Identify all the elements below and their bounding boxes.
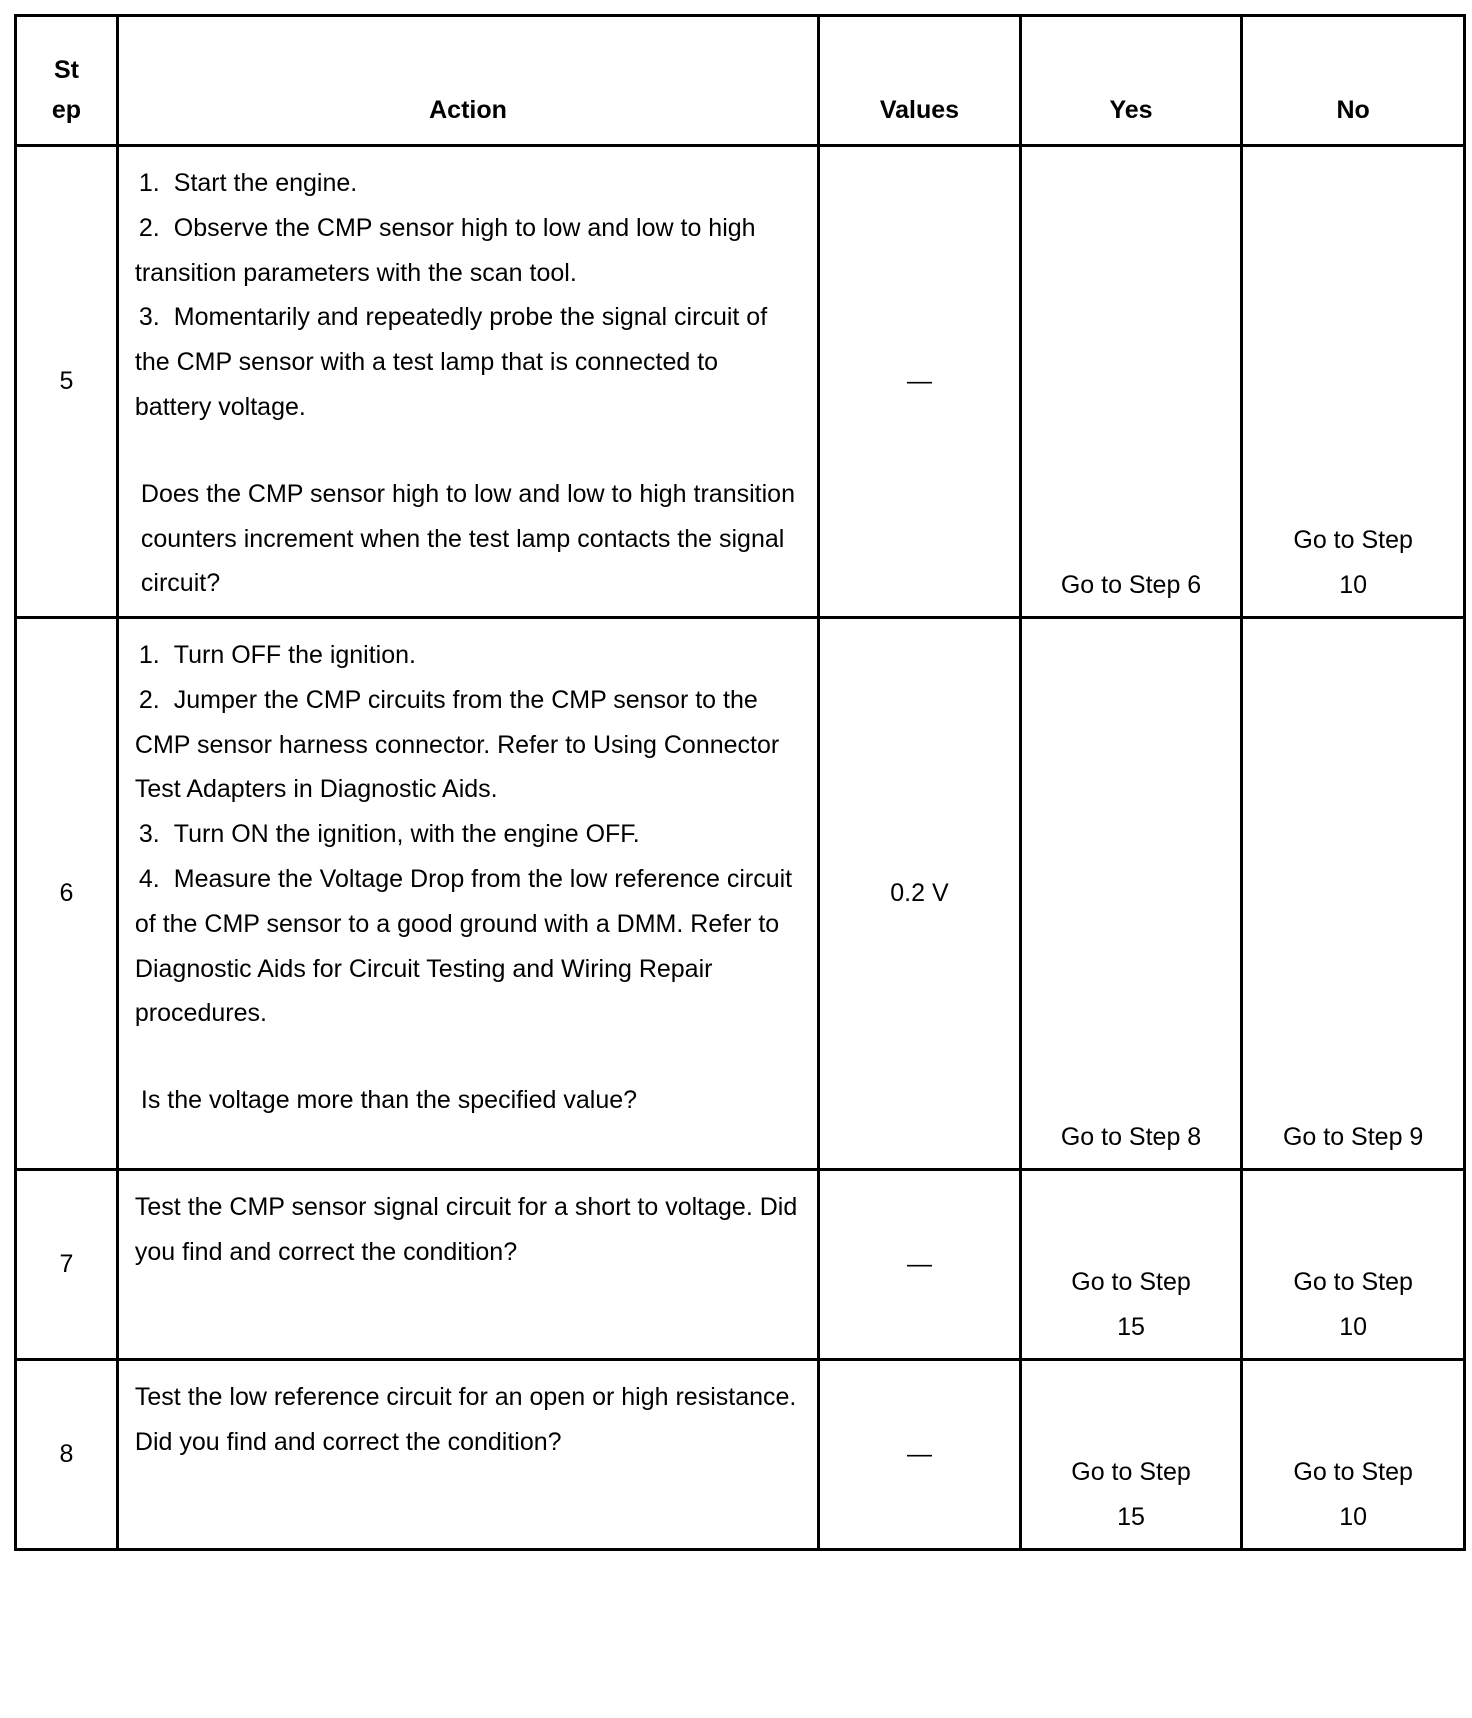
action-step: 3. Momentarily and repeatedly probe the signal circuit of the CMP sensor with a test lamp that is connected to battery voltage. [134,303,768,421]
action-question: Is the voltage more than the specified value? [140,1086,638,1115]
action-cell [117,618,818,1170]
yes-cell: Go to Step 6 [1020,146,1242,618]
action-cell [117,146,818,618]
value-cell: 0.2 V [819,618,1021,1170]
step-number: 7 [16,1170,118,1360]
value-cell: — [819,1360,1021,1550]
action-step: 2. Jumper the CMP circuits from the CMP sensor to the CMP sensor harness connector. Refer to Using Connector Test Adapters in Diagnostic Aids. [134,685,780,804]
step-number: 8 [16,1360,118,1550]
step-number: 5 [16,146,118,618]
table-row [16,146,1465,618]
header-yes: Yes [1020,16,1242,146]
no-cell: Go to Step 10 [1242,146,1465,618]
value-cell: — [819,146,1021,618]
table-row [16,618,1465,1170]
yes-cell: Go to Step 15 [1020,1360,1242,1550]
action-step: 4. Measure the Voltage Drop from the low reference circuit of the CMP sensor to a good ground with a DMM. Refer to Diagnostic Aids for Circuit Testing and Wiring Repair procedures. [134,864,793,1028]
action-step: 1. Start the engine. [138,169,358,197]
yes-cell: Go to Step 15 [1020,1170,1242,1360]
action-text: Test the low reference circuit for an open or high resistance. Did you find and correct the condition? [134,1383,797,1456]
header-values: Values [819,16,1021,146]
diagnostic-table [14,14,1466,1551]
action-step: 3. Turn ON the ignition, with the engine OFF. [138,820,640,849]
action-step: 2. Observe the CMP sensor high to low and low to high transition parameters with the scan tool. [134,213,756,287]
action-question: Does the CMP sensor high to low and low to high transition counters increment when the test lamp contacts the signal circuit? [140,479,795,598]
table-row [16,1360,1465,1550]
value-cell: — [819,1170,1021,1360]
header-action: Action [117,16,818,146]
table-row [16,1170,1465,1360]
no-cell: Go to Step 9 [1242,618,1465,1170]
header-no: No [1242,16,1465,146]
yes-cell: Go to Step 8 [1020,618,1242,1170]
action-step: 1. Turn OFF the ignition. [138,641,416,669]
step-number: 6 [16,618,118,1170]
action-cell [117,1170,818,1360]
header-row [16,16,1465,146]
action-cell [117,1360,818,1550]
action-text: Test the CMP sensor signal circuit for a short to voltage. Did you find and correct the condition? [134,1193,798,1266]
header-step: St ep [16,16,118,146]
no-cell: Go to Step 10 [1242,1170,1465,1360]
no-cell: Go to Step 10 [1242,1360,1465,1550]
